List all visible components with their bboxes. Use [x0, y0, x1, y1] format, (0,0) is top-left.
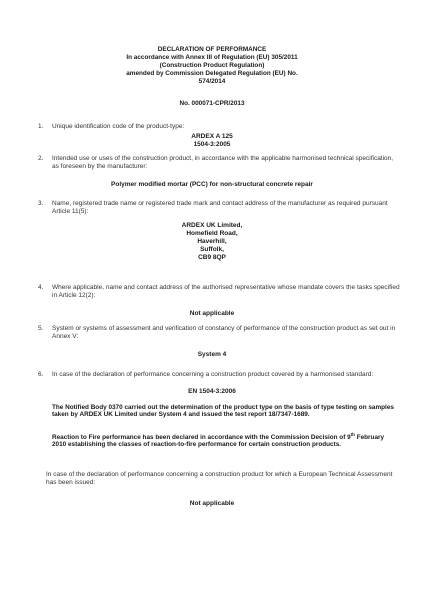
item-number: 4. — [38, 284, 44, 291]
amendment-line: amended by Commission Delegated Regulation (EU) No. — [126, 70, 298, 77]
avcp-system: System 4 — [197, 351, 227, 358]
document-header — [0, 46, 424, 86]
dop-number: No. 000071-CPR/2013 — [179, 100, 245, 107]
item-number: 2. — [38, 155, 44, 162]
authorised-representative: Not applicable — [189, 310, 235, 317]
item-text: Name, registered trade name or registered trade mark and contact address of the manufacturer as required pursuant Article 11(5): — [52, 200, 388, 215]
address-line: Haverhill, — [197, 238, 227, 245]
eta-text: In case of the declaration of performance concerning a construction product for which a European Technical Assessment has been issued: — [46, 471, 393, 486]
item-text: Unique identification code of the product-type: — [52, 123, 185, 130]
eta-answer: Not applicable — [189, 500, 235, 507]
intended-use: Polymer modified mortar (PCC) for non-structural concrete repair — [111, 181, 313, 188]
regulation-subtitle: (Construction Product Regulation) — [159, 62, 265, 69]
item-text: Where applicable, name and contact address of the authorised representative whose mandate covers the tasks specified in Article 12(2): — [52, 284, 400, 299]
item-text: System or systems of assessment and verification of constancy of performance of the construction product as set out in Annex V: — [52, 325, 396, 340]
item-number: 5. — [38, 325, 44, 332]
item-text: Intended use or uses of the construction product, in accordance with the applicable harmonised technical specification, as foreseen by the manufacturer: — [52, 155, 394, 170]
item-number: 3. — [38, 200, 44, 207]
item-text: In case of the declaration of performance concerning a construction product covered by a harmonised standard: — [52, 371, 374, 378]
address-line: Homefield Road, — [186, 230, 238, 237]
manufacturer-address — [0, 222, 424, 262]
product-standard: 1504-3:2005 — [193, 141, 231, 148]
regulation-line: In accordance with Annex III of Regulation (EU) 305/2011 — [126, 54, 298, 61]
product-name: ARDEX A 125 — [191, 133, 233, 140]
address-line: ARDEX UK Limited, — [181, 222, 243, 229]
notified-body-statement: The Notified Body 0370 carried out the determination of the product type on the basis of type testing on samples taken by ARDEX UK Limited under System 4 and issued the test report 18/7347-1689. — [52, 404, 394, 419]
address-line: CB9 8QP — [198, 254, 226, 261]
item-number: 1. — [38, 123, 44, 130]
address-line: Suffolk, — [200, 246, 224, 253]
document-title: DECLARATION OF PERFORMANCE — [157, 46, 267, 53]
fire-reaction-statement: Reaction to Fire performance has been declared in accordance with the Commission Decision of 9th February 2010 establishing the classes of reaction-to-fire performance for certain construction products. — [52, 431, 385, 449]
harmonised-standard: EN 1504-3:2006 — [188, 388, 236, 395]
product-code — [0, 133, 424, 149]
amendment-number: 574/2014 — [198, 78, 226, 85]
item-number: 6. — [38, 371, 44, 378]
